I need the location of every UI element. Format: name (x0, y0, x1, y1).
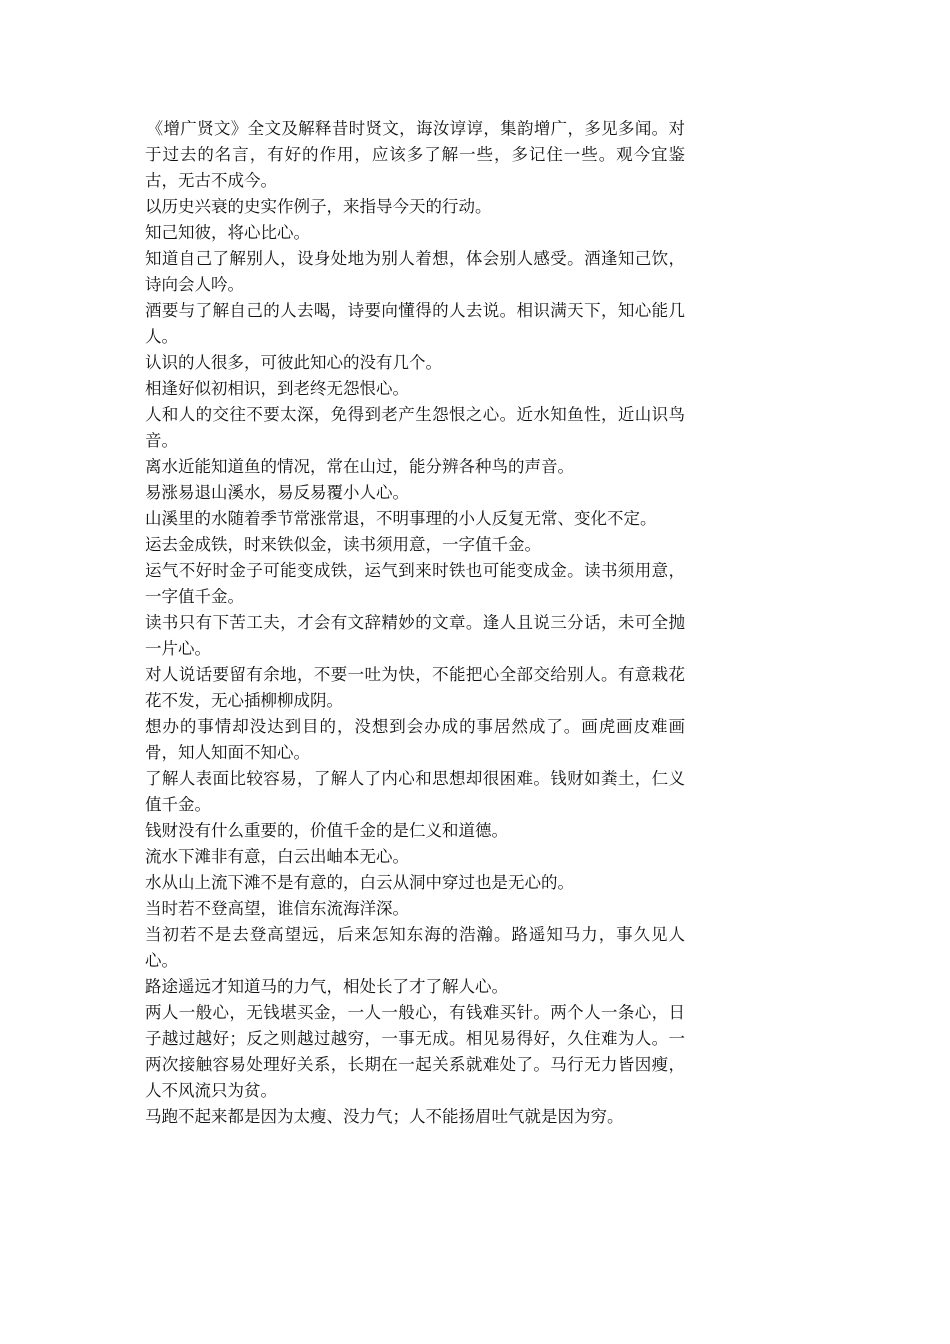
paragraph: 认识的人很多，可彼此知心的没有几个。 (145, 353, 442, 372)
paragraph: 想办的事情却没达到目的，没想到会办成的事居然成了。画虎画皮难画骨，知人知面不知心。 (145, 717, 685, 762)
paragraph: 知道自己了解别人，设身处地为别人着想，体会别人感受。酒逢知己饮，诗向会人吟。 (145, 249, 685, 294)
paragraph: 山溪里的水随着季节常涨常退，不明事理的小人反复无常、变化不定。 (145, 509, 657, 528)
paragraph: 酒要与了解自己的人去喝，诗要向懂得的人去说。相识满天下，知心能几人。 (145, 301, 685, 346)
paragraph: 水从山上流下滩不是有意的，白云从洞中穿过也是无心的。 (145, 873, 574, 892)
paragraph: 知己知彼，将心比心。 (145, 223, 310, 242)
paragraph: 易涨易退山溪水，易反易覆小人心。 (145, 483, 409, 502)
paragraph: 离水近能知道鱼的情况，常在山过，能分辨各种鸟的声音。 (145, 457, 574, 476)
paragraph: 运气不好时金子可能变成铁，运气到来时铁也可能变成金。读书须用意，一字值千金。 (145, 561, 685, 606)
paragraph: 运去金成铁，时来铁似金，读书须用意，一字值千金。 (145, 535, 541, 554)
paragraph: 对人说话要留有余地，不要一吐为快，不能把心全部交给别人。有意栽花花不发，无心插柳柳成阴。 (145, 665, 685, 710)
paragraph: 以历史兴衰的史实作例子，来指导今天的行动。 (145, 197, 492, 216)
paragraph: 《增广贤文》全文及解释昔时贤文，诲汝谆谆，集韵增广，多见多闻。对于过去的名言，有好的作用，应该多了解一些，多记住一些。观今宜鉴古，无古不成今。 (145, 119, 685, 190)
paragraph: 人和人的交往不要太深，免得到老产生怨恨之心。近水知鱼性，近山识鸟音。 (145, 405, 685, 450)
paragraph: 钱财没有什么重要的，价值千金的是仁义和道德。 (145, 821, 508, 840)
paragraph: 当初若不是去登高望远，后来怎知东海的浩瀚。路遥知马力，事久见人心。 (145, 925, 685, 970)
paragraph: 读书只有下苦工夫，才会有文辞精妙的文章。逢人且说三分话，未可全抛一片心。 (145, 613, 685, 658)
paragraph: 相逢好似初相识，到老终无怨恨心。 (145, 379, 409, 398)
paragraph: 当时若不登高望，谁信东流海洋深。 (145, 899, 409, 918)
paragraph: 马跑不起来都是因为太瘦、没力气；人不能扬眉吐气就是因为穷。 (145, 1107, 624, 1126)
paragraph: 了解人表面比较容易，了解人了内心和思想却很困难。钱财如粪土，仁义值千金。 (145, 769, 685, 814)
paragraph: 流水下滩非有意，白云出岫本无心。 (145, 847, 409, 866)
document-body (145, 116, 685, 1130)
paragraph: 两人一般心，无钱堪买金，一人一般心，有钱难买针。两个人一条心，日子越过越好；反之则越过越穷，一事无成。相见易得好，久住难为人。一两次接触容易处理好关系，长期在一起关系就难处了。马行无力皆因瘦，人不风流只为贫。 (145, 1003, 685, 1100)
paragraph: 路途遥远才知道马的力气，相处长了才了解人心。 (145, 977, 508, 996)
